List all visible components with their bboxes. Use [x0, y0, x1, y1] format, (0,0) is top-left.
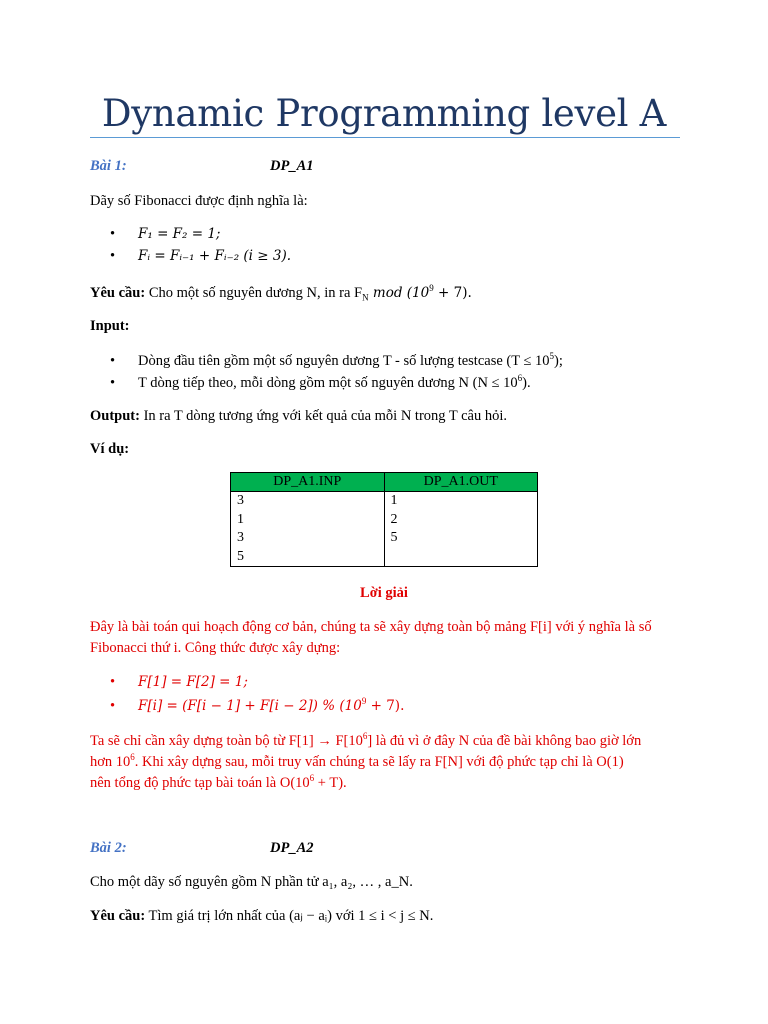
sol-b1-formula: F[1] = F[2] = 1;	[138, 674, 248, 690]
output-label: Output:	[90, 408, 140, 424]
def2-formula: Fᵢ = Fᵢ₋₁ + Fᵢ₋₂ (i ≥ 3).	[138, 248, 292, 264]
table-cell-inp	[231, 492, 385, 567]
solution-bullet-1: • F[1] = F[2] = 1;	[110, 674, 248, 690]
input2-text: T dòng tiếp theo, mỗi dòng gồm một số nguyên dương N (N ≤ 10	[138, 374, 518, 391]
p2l1-sup: 6	[362, 731, 368, 741]
input-item-2: • T dòng tiếp theo, mỗi dòng gồm một số nguyên dương N $(N \le 10^6)$.	[110, 373, 531, 391]
req-sub: N	[362, 292, 369, 303]
p2l3-sup: 6	[309, 773, 315, 783]
solution-p1-line2: Fibonacci thứ i. Công thức được xây dựng:	[90, 640, 341, 656]
bai2-intro: Cho một dãy số nguyên gồm N phần tử a₁, a₂, … , a_N.	[90, 874, 413, 890]
title-underline	[90, 137, 680, 138]
solution-p2-line1	[90, 731, 641, 750]
out-line: 1	[390, 493, 398, 508]
input-label: Input:	[90, 318, 130, 334]
req-text: Cho một số nguyên dương N, in ra F	[145, 284, 363, 301]
def1-formula: F₁ = F₂ = 1;	[138, 226, 221, 242]
input2-end: ).	[522, 374, 531, 391]
bai1-intro: Dãy số Fibonacci được định nghĩa là:	[90, 193, 308, 209]
bai2-label: Bài 2:	[90, 840, 127, 856]
input1-text: Dòng đầu tiên gồm một số nguyên dương T - số lượng testcase (T ≤ 10	[138, 352, 550, 369]
req-label: Yêu cầu:	[90, 284, 146, 301]
example-table	[230, 472, 538, 567]
p2l1-a: Ta sẽ chỉ cần xây dựng toàn bộ từ F[1] → F[10	[90, 732, 363, 749]
p2l3-b: + T).	[314, 774, 347, 791]
sol-b2-formula: F[i] = (F[i − 1] + F[i − 2]) % (10	[138, 697, 362, 714]
solution-p2-line3	[90, 773, 347, 792]
bai1-def2: • Fᵢ = Fᵢ₋₁ + Fᵢ₋₂ (i ≥ 3).	[110, 248, 292, 264]
req-end: + 7).	[433, 284, 472, 301]
req-tail: mod (10	[368, 284, 430, 301]
bai2-code: DP_A2	[270, 840, 314, 856]
table-cell-out	[384, 492, 538, 567]
example-label: Ví dụ:	[90, 441, 130, 457]
inp-line: 1	[237, 511, 244, 527]
sol-b2-sup: 9	[361, 696, 367, 706]
req-sup: 9	[429, 283, 434, 293]
inp-line: 5	[237, 548, 244, 564]
out-line: 5	[390, 530, 398, 545]
bai2-requirement	[90, 908, 433, 925]
bai1-requirement	[90, 283, 472, 303]
inp-line: 3	[237, 530, 244, 545]
input1-end: );	[554, 352, 563, 369]
output-line	[90, 408, 507, 425]
p2l2-sup: 6	[130, 752, 135, 762]
input-item-1: • Dòng đầu tiên gồm một số nguyên dương T - số lượng testcase $(T \le 10^5)$;	[110, 351, 563, 369]
bai2-req-text: Tìm giá trị lớn nhất của (aⱼ − aᵢ) với 1 ≤ i < j ≤ N.	[145, 908, 434, 924]
input1-sup: 5	[549, 351, 555, 361]
p2l1-b: ] là đủ vì ở đây N của đề bài không bao giờ lớn	[367, 732, 642, 749]
output-text: In ra T dòng tương ứng với kết quả của mỗi N trong T câu hỏi.	[139, 408, 508, 424]
p2l2-a: hơn 10	[90, 753, 131, 770]
p2l2-b: . Khi xây dựng sau, mỗi truy vấn chúng ta sẽ lấy ra F[N] với độ phức tạp chỉ là O(1)	[134, 753, 624, 770]
bai1-label: Bài 1:	[90, 158, 127, 174]
solution-p2-line2	[90, 752, 624, 771]
table-header-inp: DP_A1.INP	[231, 473, 385, 492]
bai2-req-label: Yêu cầu:	[90, 908, 146, 924]
inp-line: 3	[237, 493, 244, 508]
page-title: Dynamic Programming level A	[101, 92, 667, 135]
solution-title: Lời giải	[360, 585, 408, 601]
bai1-def1: • F₁ = F₂ = 1;	[110, 226, 221, 242]
p2l3-a: nên tổng độ phức tạp bài toán là O(10	[90, 774, 310, 791]
sol-b2-end: + 7).	[366, 697, 405, 714]
input2-sup: 6	[517, 373, 523, 383]
table-header-out: DP_A1.OUT	[384, 473, 538, 492]
out-line: 2	[390, 511, 398, 527]
solution-p1-line1: Đây là bài toán qui hoạch động cơ bản, chúng ta sẽ xây dựng toàn bộ mảng F[i] với ý nghĩa là số	[90, 619, 652, 635]
bai1-code: DP_A1	[270, 158, 314, 174]
solution-bullet-2: • F[i] = (F[i − 1] + F[i − 2]) % $(10^9 + 7)$.	[110, 696, 405, 714]
